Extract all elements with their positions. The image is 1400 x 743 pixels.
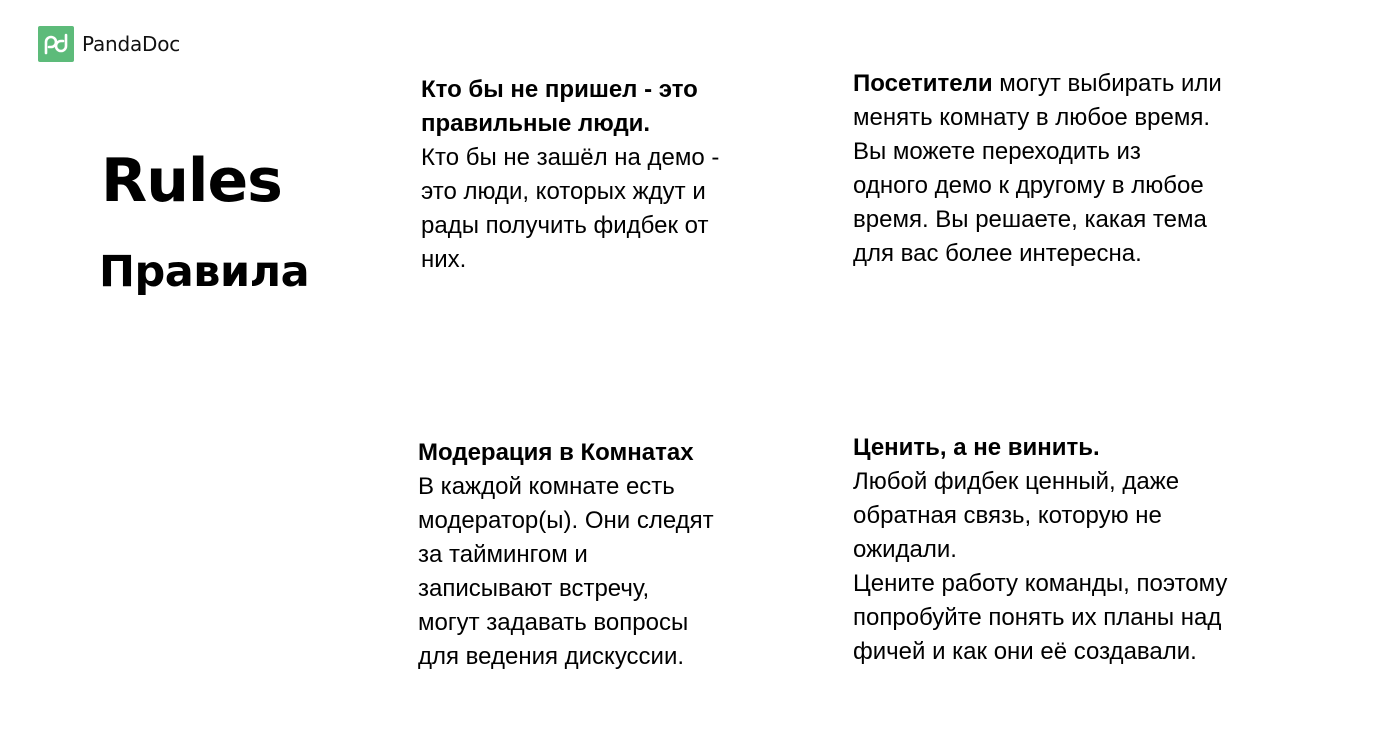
logo-text: PandaDoc [82, 32, 181, 56]
rule-body-line: Кто бы не зашёл на демо - [421, 144, 720, 171]
rule-body-line: ожидали. [853, 536, 957, 563]
rule-body-line: это люди, которых ждут и [421, 178, 706, 205]
rule-body-line: В каждой комнате есть [418, 473, 675, 500]
rule-body-line: для ведения дискуссии. [418, 643, 685, 670]
rule-heading-line: Модерация в Комнатах [418, 439, 694, 466]
rule-heading-line: правильные люди. [421, 110, 651, 137]
rule-body-line: одного демо к другому в любое [853, 172, 1204, 199]
rule-body-line: время. Вы решаете, какая тема [853, 206, 1207, 233]
rule-heading-line: Ценить, а не винить. [853, 434, 1100, 461]
rule-heading-inline: Посетители [853, 70, 993, 97]
rule-first-line-rest: могут выбирать или [992, 70, 1222, 97]
rule-body-line: модератор(ы). Они следят [418, 507, 714, 534]
rule-body-line: фичей и как они её создавали. [853, 638, 1197, 665]
pandadoc-logo-icon [38, 26, 74, 62]
pandadoc-logo [38, 26, 180, 62]
rule-body-line: обратная связь, которую не [853, 502, 1162, 529]
rule-body-line: попробуйте понять их планы над [853, 604, 1222, 631]
rule-body-line: Цените работу команды, поэтому [853, 570, 1228, 597]
rule-body-line: для вас более интересна. [853, 240, 1142, 267]
rule-body-line: менять комнату в любое время. [853, 104, 1211, 131]
rule-heading-line: Кто бы не пришел - это [421, 76, 698, 103]
rule-body-line: Любой фидбек ценный, даже [853, 468, 1180, 495]
rule-body-line: могут задавать вопросы [418, 609, 689, 636]
rule-room-moderation [418, 436, 714, 674]
rule-visitors [853, 67, 1222, 271]
rule-body-line: за таймингом и [418, 541, 588, 568]
page-title-english: Rules [101, 146, 282, 216]
rule-body-line: Вы можете переходить из [853, 138, 1141, 165]
rule-value-not-blame [853, 431, 1227, 669]
rule-body-line: записывают встречу, [418, 575, 650, 602]
rule-body-line: рады получить фидбек от [421, 212, 709, 239]
rule-right-people [421, 73, 719, 277]
rule-body-line: них. [421, 246, 467, 273]
rule-first-line [853, 67, 1222, 101]
page-title-russian: Правила [99, 247, 310, 297]
